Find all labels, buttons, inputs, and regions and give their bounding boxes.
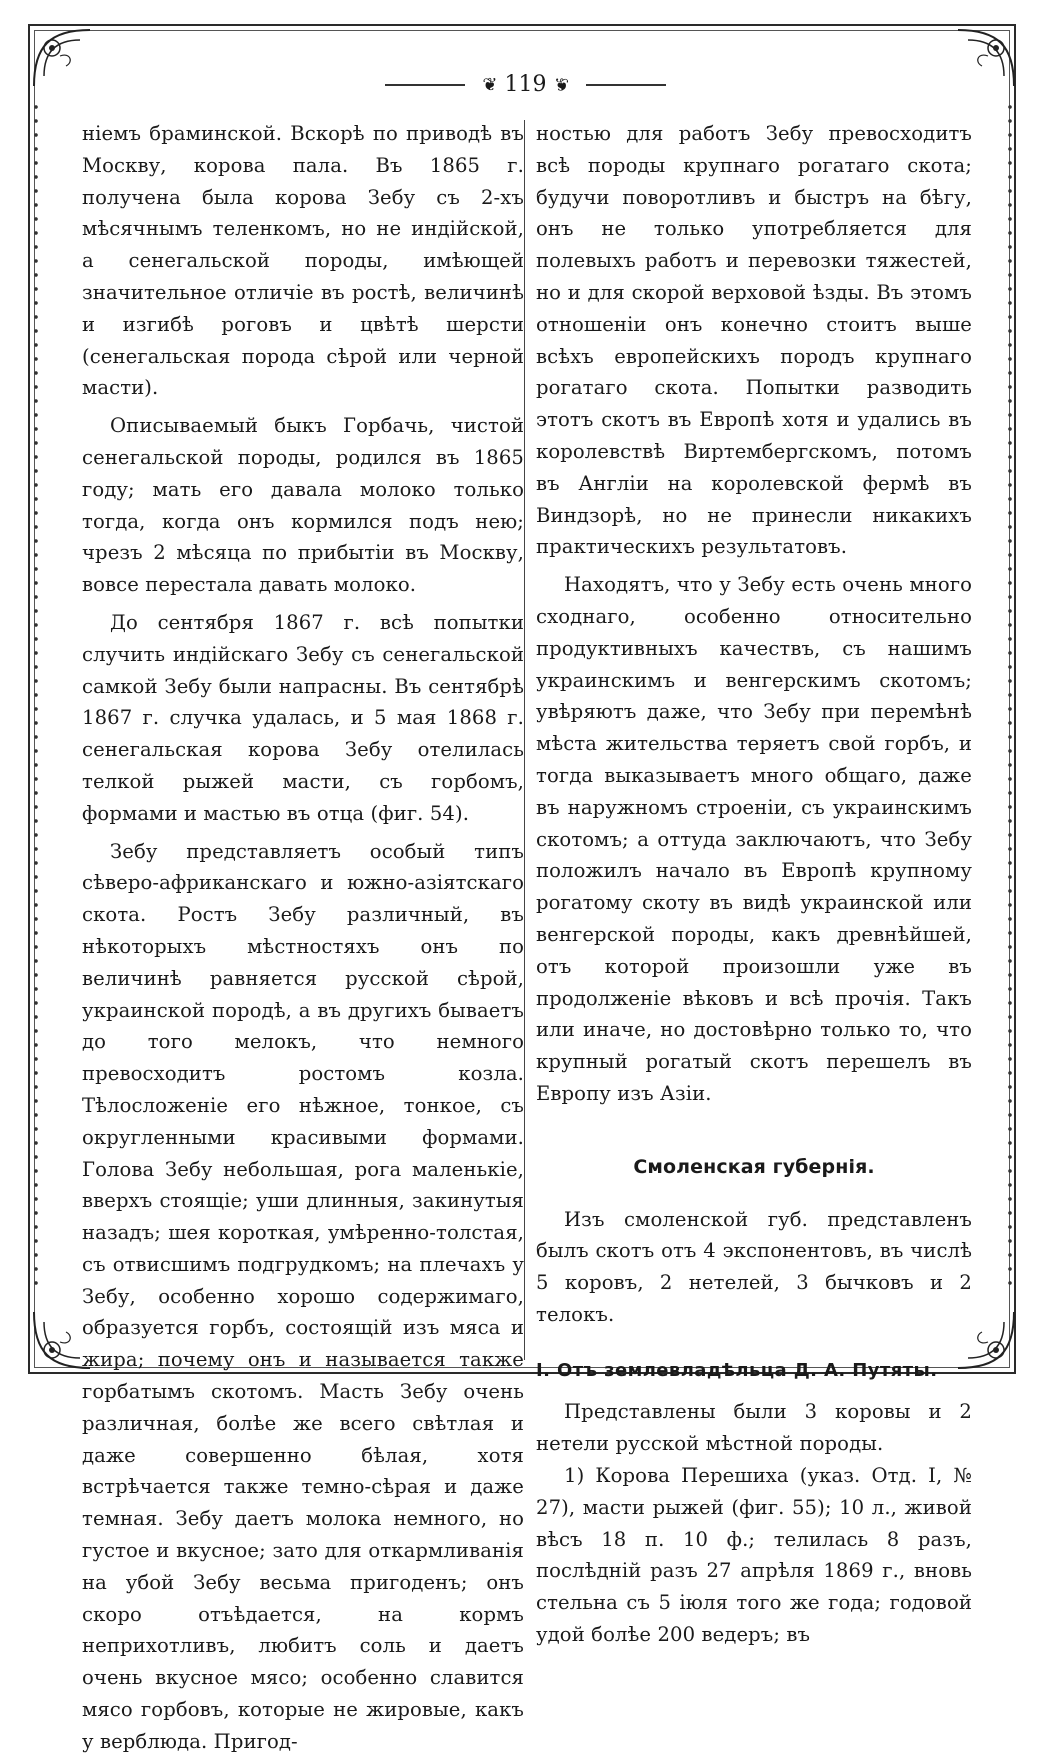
column-divider	[524, 120, 525, 1360]
header-rule-left	[385, 84, 465, 86]
section-intro: Изъ смоленской губ. представленъ былъ скотъ отъ 4 экспонентовъ, въ числѣ 5 коровъ, 2 нетелей, 3 бычковъ и 2 телокъ.	[536, 1207, 972, 1326]
side-ornament-right	[1005, 100, 1015, 1290]
side-ornament-left	[31, 100, 41, 1290]
paragraph: нiемъ браминской. Вскорѣ по приводѣ въ Москву, корова пала. Въ 1865 г. получена была корова Зебу съ 2-хъ мѣсячнымъ теленкомъ, но не индiйской, а сенегальской породы, имѣющей значительное отличiе въ ростѣ, величинѣ и изгибѣ роговъ и цвѣтѣ шерсти (сенегальская порода сѣрой или черной масти).	[82, 122, 524, 400]
paragraph: До сентября 1867 г. всѣ попытки случить индiйскаго Зебу съ сенегальской самкой Зебу были напрасны. Въ сентябрѣ 1867 г. случка удалась, и 5 мая 1868 г. сенегальская корова Зебу отелилась телкой рыжей масти, съ горбомъ, формами и мастью въ отца (фиг. 54).	[82, 610, 524, 825]
swirl-left-icon: ❦	[482, 74, 498, 96]
page-header	[0, 72, 1051, 97]
section-heading: Смоленская губернiя.	[633, 1155, 875, 1178]
paragraph: 1) Корова Перешиха (указ. Отд. I, № 27), масти рыжей (фиг. 55); 10 л., живой вѣсъ 18 п. 10 ф.; телилась 8 разъ, послѣднiй разъ 27 апрѣля 1869 г., вновь стельна съ 5 iюля того же года; годовой удой болѣе 200 ведеръ; въ	[536, 1464, 972, 1647]
page-number: 119	[504, 72, 547, 97]
paragraph: Описываемый быкъ Горбачь, чистой сенегальской породы, родился въ 1865 году; мать его давала молоко только тогда, когда онъ кормился подъ нею; чрезъ 2 мѣсяца по прибытiи въ Москву, вовсе перестала давать молоко.	[82, 414, 524, 597]
paragraph: Представлены были 3 коровы и 2 нетели русской мѣстной породы.	[536, 1400, 972, 1456]
swirl-right-icon: ❦	[553, 74, 569, 96]
paragraph: ностью для работъ Зебу превосходитъ всѣ породы крупнаго рогатаго скота; будучи поворотливъ и быстръ на бѣгу, онъ не только употребляется для полевыхъ работъ и перевозки тяжестей, но и для скорой верховой ѣзды. Въ этомъ отношенiи онъ конечно стоитъ выше всѣхъ европейскихъ породъ крупнаго рогатаго скота. Попытки разводить этотъ скотъ въ Европѣ хотя и удались въ королевствѣ Виртембергскомъ, потомъ въ Англiи на королевской фермѣ въ Виндзорѣ, но не принесли никакихъ практическихъ результатовъ.	[536, 122, 972, 559]
right-column	[536, 118, 972, 1651]
subheading: I. Отъ землевладѣльца Д. А. Путяты.	[536, 1359, 938, 1381]
left-column	[82, 118, 524, 1758]
paragraph: Зебу представляетъ особый типъ сѣверо-африканскаго и южно-азiятскаго скота. Ростъ Зебу различный, въ нѣкоторыхъ мѣстностяхъ онъ по величинѣ равняется русской сѣрой, украинской породѣ, а въ другихъ бываетъ до того мелокъ, что немного превосходитъ ростомъ козла. Тѣлосложенiе его нѣжное, тонкое, съ округленными красивыми формами. Голова Зебу небольшая, рога маленькiе, вверхъ стоящiе; уши длинныя, закинутыя назадъ; шея короткая, умѣренно-толстая, съ отвисшимъ подгрудкомъ; на плечахъ у Зебу, особенно хорошо содержимаго, образуется горбъ, состоящiй изъ мяса и жира; почему онъ и называется также горбатымъ скотомъ. Масть Зебу очень различная, болѣе же всего свѣтлая и даже совершенно бѣлая, хотя встрѣчается также темно-сѣрая и даже темная. Зебу даетъ молока немного, но густое и вкусное; зато для откармливанiя на убой Зебу весьма пригоденъ; онъ скоро отъѣдается, на кормъ неприхотливъ, любитъ соль и даетъ очень вкусное мясо; особенно славится мясо горбовъ, которые не жировые, какъ у верблюда. Пригод-	[82, 839, 524, 1753]
header-rule-right	[586, 84, 666, 86]
paragraph: Находятъ, что у Зебу есть очень много сходнаго, особенно относительно продуктивныхъ качествъ, съ нашимъ украинскимъ и венгерскимъ скотомъ; увѣряютъ даже, что Зебу при перемѣнѣ мѣста жительства теряетъ свой горбъ, и тогда выказываетъ много общаго, даже въ наружномъ строенiи, съ украинскимъ скотомъ; а оттуда заключаютъ, что Зебу положилъ начало въ Европѣ крупному рогатому скоту въ видѣ украинской или венгерской породы, какъ древнѣйшей, отъ которой произошли уже въ продолженiе вѣковъ и всѣ прочiя. Такъ или иначе, но достовѣрно только то, что крупный рогатый скотъ перешелъ въ Европу изъ Азiи.	[536, 573, 972, 1105]
